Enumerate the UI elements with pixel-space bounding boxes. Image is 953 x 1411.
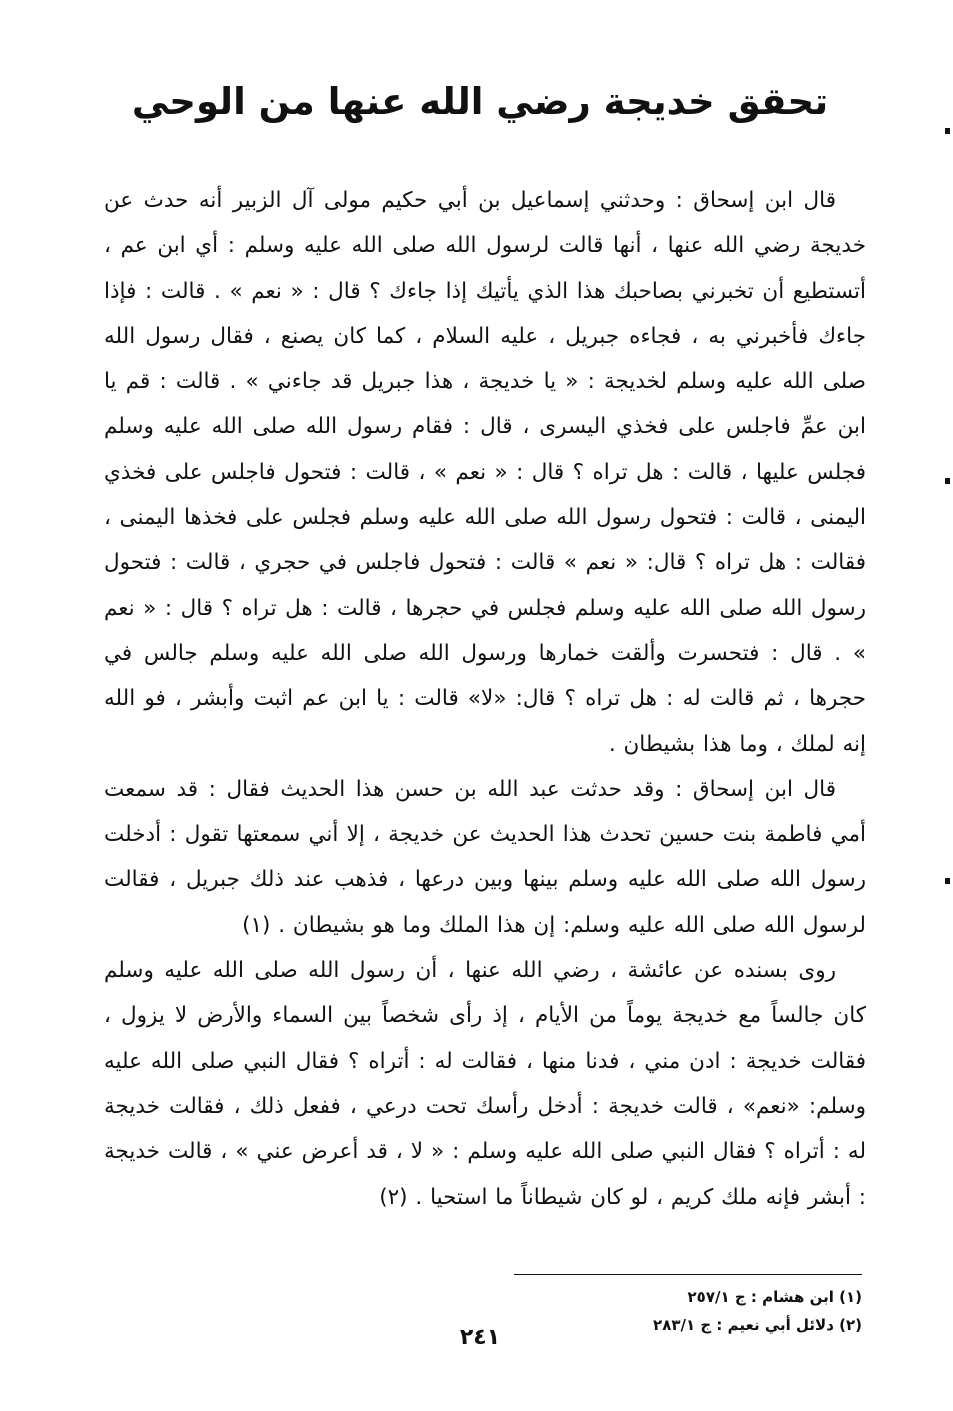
paragraph-2: قال ابن إسحاق : وقد حدثت عبد الله بن حسن هذا الحديث فقال : قد سمعت أمي فاطمة بنت حسين تحدث هذا الحديث عن خديجة ، إلا أني سمعتها تقول : أدخلت رسول الله صلى الله عليه وسلم بينها وبين درعها ، فذهب عند ذلك جبريل ، فقالت لرسول الله صلى الله عليه وسلم: إن هذا الملك وما هو بشيطان . (١) <box>104 776 866 938</box>
page-number: ٢٤١ <box>459 1325 501 1350</box>
paragraph-3: روى بسنده عن عائشة ، رضي الله عنها ، أن رسول الله صلى الله عليه وسلم كان جالساً مع خديجة يوماً من الأيام ، إذ رأى شخصاً بين السماء والأرض لا يزول ، فقالت خديجة : ادن مني ، فدنا منها ، فقالت له : أتراه ؟ فقال النبي صلى الله عليه وسلم: «نعم» ، قالت خديجة : أدخل رأسك تحت درعي ، ففعل ذلك ، فقالت خديجة له : أتراه ؟ فقال النبي صلى الله عليه وسلم : « لا ، قد أعرض عني » ، قالت خديجة : أبشر فإنه ملك كريم ، لو كان شيطاناً ما استحيا . (٢) <box>104 958 866 1210</box>
paragraph-1: قال ابن إسحاق : وحدثني إسماعيل بن أبي حكيم مولى آل الزبير أنه حدث عن خديجة رضي الله عنها ، أنها قالت لرسول الله صلى الله عليه وسلم : أي ابن عم ، أتستطيع أن تخبرني بصاحبك هذا الذي يأتيك إذا جاءك ؟ قال : « نعم » . قالت : فإذا جاءك فأخبرني به ، فجاءه جبريل ، عليه السلام ، كما كان يصنع ، فقال رسول الله صلى الله عليه وسلم لخديجة : « يا خديجة ، هذا جبريل قد جاءني » . قالت : قم يا ابن عمِّ فاجلس على فخذي اليسرى ، قال : فقام رسول الله صلى الله عليه وسلم فجلس عليها ، قالت : هل تراه ؟ قال : « نعم » ، قالت : فتحول فاجلس على فخذي اليمنى ، قالت : فتحول رسول الله صلى الله عليه وسلم فجلس على فخذها اليمنى ، فقالت : هل تراه ؟ قال: « نعم » قالت : فتحول فاجلس في حجري ، قالت : فتحول رسول الله صلى الله عليه وسلم فجلس في حجرها ، قالت : هل تراه ؟ قال : « نعم » . قال : فتحسرت وألقت خمارها ورسول الله صلى الله عليه وسلم جالس في حجرها ، ثم قالت له : هل تراه ؟ قال: «لا» قالت : يا ابن عم اثبت وأبشر ، فو الله إنه لملك ، وما هذا بشيطان . <box>104 188 866 757</box>
footnote-1: (١) ابن هشام : ج ٢٥٧/١ <box>687 1288 862 1306</box>
page-title: تحقق خديجة رضي الله عنها من الوحي <box>131 80 829 123</box>
scan-mark <box>945 478 950 484</box>
footnote-2: (٢) دلائل أبي نعيم : ج ٢٨٣/١ <box>653 1316 862 1334</box>
footnote-divider <box>514 1274 862 1275</box>
body-text <box>104 178 866 1220</box>
scan-mark <box>945 128 950 134</box>
scan-mark <box>945 878 950 884</box>
